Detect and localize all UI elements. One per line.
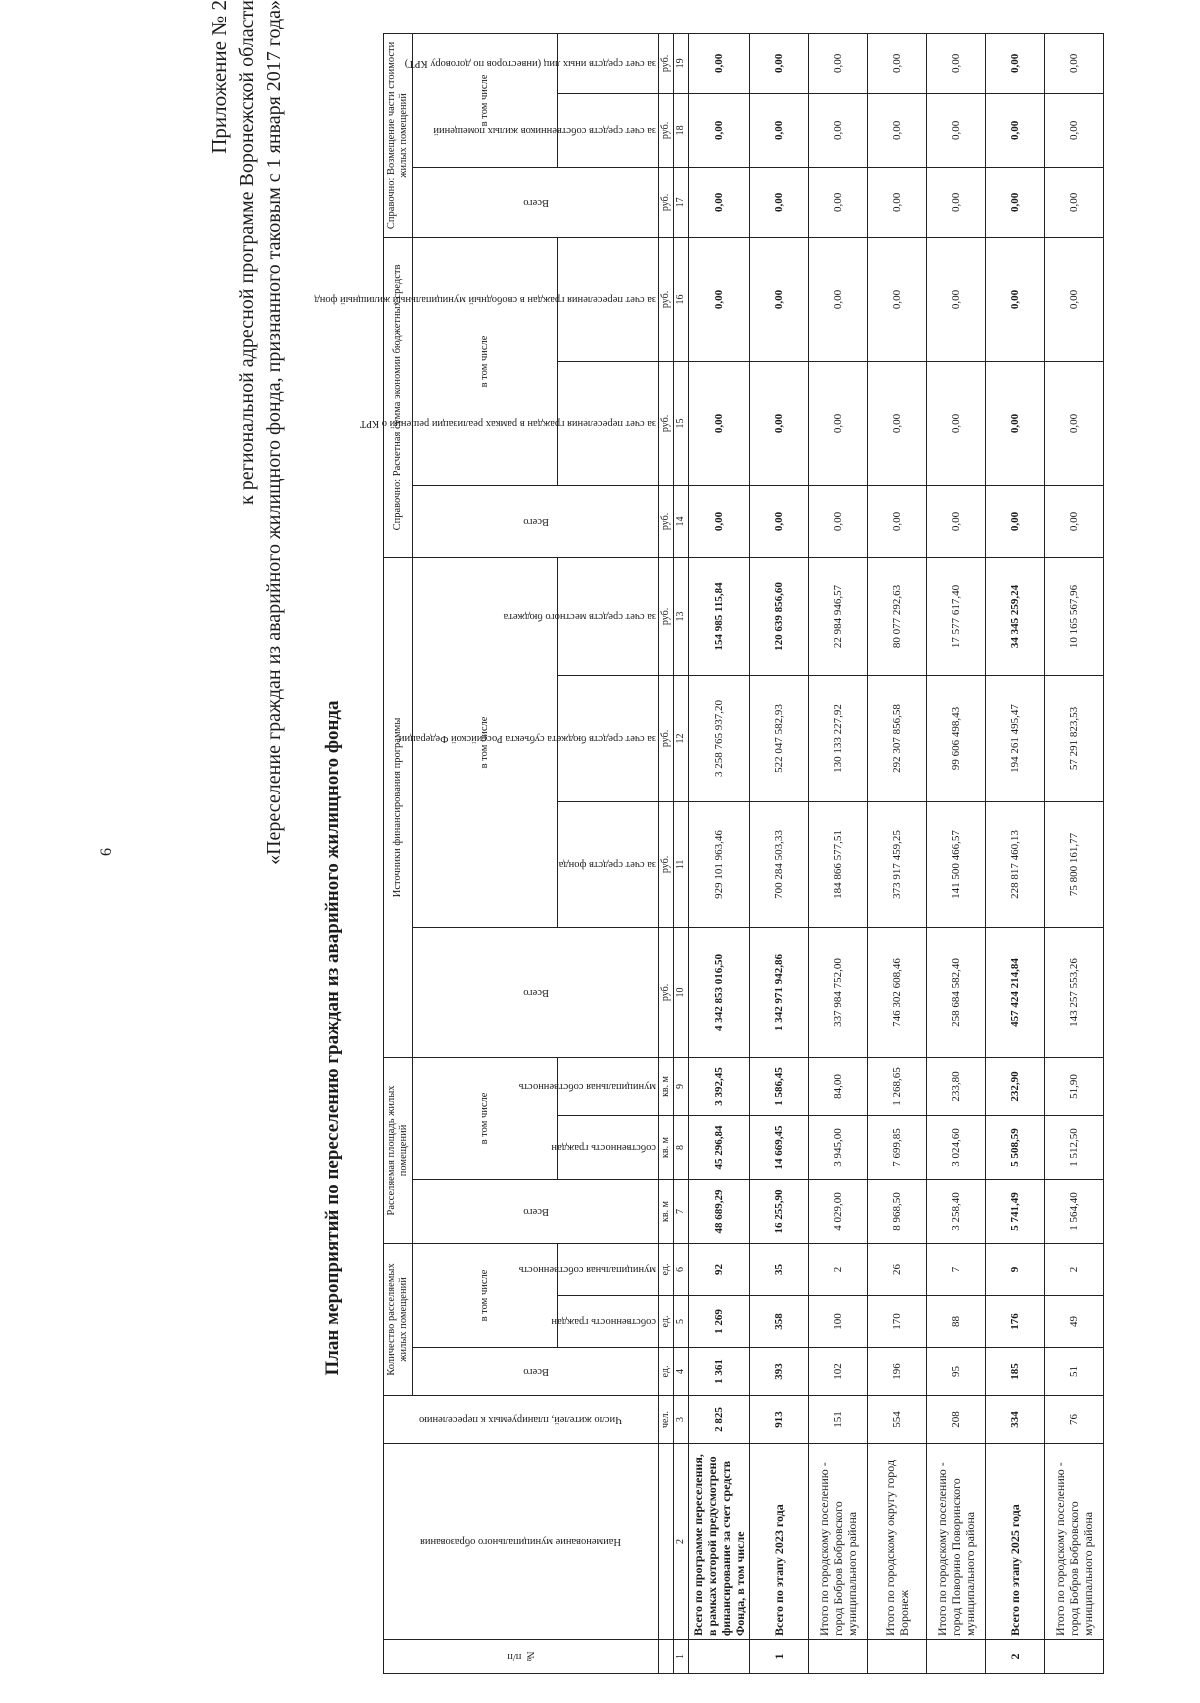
unit-cell: руб.	[659, 237, 674, 361]
column-number-cell: 16	[674, 237, 689, 361]
row-value-col-9: 51,90	[1045, 1057, 1104, 1115]
column-number-cell: 19	[674, 33, 689, 93]
row-value-col-10: 746 302 608,46	[868, 927, 927, 1057]
row-index: 1	[750, 1640, 809, 1674]
table-row	[809, 33, 868, 1673]
row-value-col-14: 0,00	[750, 485, 809, 557]
unit-cell: руб.	[659, 485, 674, 557]
row-value-col-4: 102	[809, 1348, 868, 1396]
row-value-col-16: 0,00	[986, 237, 1045, 361]
unit-cell: чел.	[659, 1396, 674, 1444]
row-value-col-11: 929 101 963,46	[689, 801, 750, 927]
row-value-col-10: 143 257 553,26	[1045, 927, 1104, 1057]
row-value-col-6: 26	[868, 1243, 927, 1295]
table-body	[689, 33, 1104, 1673]
row-value-col-8: 7 699,85	[868, 1115, 927, 1179]
col-header-fund: за счет средств фонда	[558, 801, 659, 927]
row-value-col-15: 0,00	[689, 361, 750, 485]
row-value-col-3: 151	[809, 1396, 868, 1444]
row-value-col-5: 358	[750, 1296, 809, 1348]
row-value-col-13: 120 639 856,60	[750, 557, 809, 675]
row-value-col-5: 49	[1045, 1296, 1104, 1348]
subheader-fin-incl: в том числе	[413, 557, 558, 927]
row-value-col-15: 0,00	[750, 361, 809, 485]
row-index	[689, 1640, 750, 1674]
col-header-municipality: Наименование муниципального образования	[384, 1444, 659, 1640]
column-number-cell: 14	[674, 485, 689, 557]
row-value-col-3: 208	[927, 1396, 986, 1444]
row-value-col-14: 0,00	[809, 485, 868, 557]
unit-cell: ед.	[659, 1296, 674, 1348]
row-value-col-8: 3 945,00	[809, 1115, 868, 1179]
row-municipality-name: Итого по городскому поселению - город Бобров Бобровского муниципального района	[1045, 1444, 1104, 1640]
row-value-col-6: 9	[986, 1243, 1045, 1295]
column-number-cell: 11	[674, 801, 689, 927]
row-value-col-10: 4 342 853 016,50	[689, 927, 750, 1057]
row-value-col-15: 0,00	[986, 361, 1045, 485]
row-value-col-3: 2 825	[689, 1396, 750, 1444]
row-value-col-11: 373 917 459,25	[868, 801, 927, 927]
row-value-col-15: 0,00	[927, 361, 986, 485]
row-index	[809, 1640, 868, 1674]
row-value-col-12: 522 047 582,93	[750, 675, 809, 801]
row-value-col-7: 5 741,49	[986, 1179, 1045, 1243]
row-value-col-4: 196	[868, 1348, 927, 1396]
row-value-col-17: 0,00	[868, 167, 927, 237]
column-number-cell: 1	[674, 1640, 689, 1674]
row-value-col-17: 0,00	[689, 167, 750, 237]
column-number-cell: 2	[674, 1444, 689, 1640]
row-value-col-9: 233,80	[927, 1057, 986, 1115]
row-value-col-12: 99 606 498,43	[927, 675, 986, 801]
row-value-col-6: 92	[689, 1243, 750, 1295]
row-value-col-3: 334	[986, 1396, 1045, 1444]
row-value-col-4: 95	[927, 1348, 986, 1396]
row-value-col-19: 0,00	[986, 33, 1045, 93]
row-value-col-11: 228 817 460,13	[986, 801, 1045, 927]
unit-cell: руб.	[659, 675, 674, 801]
row-value-col-14: 0,00	[1045, 485, 1104, 557]
unit-cell: кв. м	[659, 1115, 674, 1179]
table-row	[1045, 33, 1104, 1673]
row-value-col-6: 35	[750, 1243, 809, 1295]
subheader-econ-incl: в том числе	[413, 237, 558, 485]
col-header-count-municipal: муниципальная собственность	[558, 1243, 659, 1295]
group-header-financing: Источники финансирования программы	[384, 557, 413, 1057]
table-row	[986, 33, 1045, 1673]
row-value-col-7: 48 689,29	[689, 1179, 750, 1243]
unit-cell: руб.	[659, 927, 674, 1057]
row-value-col-16: 0,00	[689, 237, 750, 361]
group-header-area: Расселяемая площадь жилых помещений	[384, 1057, 413, 1243]
col-header-fin-total: Всего	[413, 927, 659, 1057]
row-value-col-17: 0,00	[927, 167, 986, 237]
row-value-col-12: 57 291 823,53	[1045, 675, 1104, 801]
row-municipality-name: Итого по городскому поселению - город Бобров Бобровского муниципального района	[809, 1444, 868, 1640]
col-header-econ-free-fund: за счет переселения граждан в свободный муниципальный жилищный фонд	[558, 237, 659, 361]
unit-cell: ед.	[659, 1243, 674, 1295]
row-value-col-5: 100	[809, 1296, 868, 1348]
row-value-col-15: 0,00	[868, 361, 927, 485]
row-value-col-14: 0,00	[986, 485, 1045, 557]
column-number-cell: 4	[674, 1348, 689, 1396]
row-value-col-13: 34 345 259,24	[986, 557, 1045, 675]
row-value-col-4: 393	[750, 1348, 809, 1396]
row-value-col-13: 10 165 567,96	[1045, 557, 1104, 675]
row-value-col-19: 0,00	[750, 33, 809, 93]
units-row	[659, 33, 674, 1673]
appendix-number: Приложение № 2	[207, 0, 231, 154]
appendix-program-name: «Переселение граждан из аварийного жилищного фонда, признанного таковым с 1 января 2017 года»	[263, 0, 285, 865]
subheader-count-incl: в том числе	[413, 1243, 558, 1347]
row-value-col-11: 75 800 161,77	[1045, 801, 1104, 927]
row-value-col-10: 258 684 582,40	[927, 927, 986, 1057]
row-index	[1045, 1640, 1104, 1674]
column-number-cell: 6	[674, 1243, 689, 1295]
unit-cell	[659, 1640, 674, 1674]
group-header-economy: Справочно: Расчетная сумма экономии бюджетных средств	[384, 237, 413, 557]
unit-cell: руб.	[659, 557, 674, 675]
row-value-col-7: 8 968,50	[868, 1179, 927, 1243]
row-value-col-7: 16 255,90	[750, 1179, 809, 1243]
row-value-col-14: 0,00	[868, 485, 927, 557]
row-value-col-9: 1 586,45	[750, 1057, 809, 1115]
row-value-col-13: 80 077 292,63	[868, 557, 927, 675]
unit-cell: руб.	[659, 801, 674, 927]
unit-cell: руб.	[659, 33, 674, 93]
col-header-comp-other: за счет средств иных лиц (инвесторов по договору КРТ)	[558, 33, 659, 93]
row-value-col-9: 84,00	[809, 1057, 868, 1115]
row-value-col-12: 3 258 765 937,20	[689, 675, 750, 801]
column-number-cell: 13	[674, 557, 689, 675]
row-value-col-7: 1 564,40	[1045, 1179, 1104, 1243]
row-value-col-16: 0,00	[750, 237, 809, 361]
column-number-cell: 3	[674, 1396, 689, 1444]
row-value-col-5: 1 269	[689, 1296, 750, 1348]
unit-cell	[659, 1444, 674, 1640]
row-value-col-8: 45 296,84	[689, 1115, 750, 1179]
row-value-col-19: 0,00	[809, 33, 868, 93]
unit-cell: кв. м	[659, 1179, 674, 1243]
row-value-col-4: 1 361	[689, 1348, 750, 1396]
row-value-col-18: 0,00	[689, 93, 750, 167]
row-value-col-16: 0,00	[868, 237, 927, 361]
subheader-area-incl: в том числе	[413, 1057, 558, 1179]
column-number-cell: 7	[674, 1179, 689, 1243]
col-header-area-municipal: муниципальная собственность	[558, 1057, 659, 1115]
col-header-subject-budget: за счет средств бюджета субъекта Российской Федерации	[558, 675, 659, 801]
table-row	[868, 33, 927, 1673]
row-value-col-8: 1 512,50	[1045, 1115, 1104, 1179]
row-value-col-19: 0,00	[1045, 33, 1104, 93]
row-municipality-name: Итого по городскому поселению - город Поворино Поворинского муниципального района	[927, 1444, 986, 1640]
row-value-col-11: 700 284 503,33	[750, 801, 809, 927]
row-value-col-18: 0,00	[1045, 93, 1104, 167]
row-value-col-9: 1 268,65	[868, 1057, 927, 1115]
col-header-area-total: Всего	[413, 1179, 659, 1243]
page-number: 6	[98, 848, 115, 856]
row-municipality-name: Итого по городскому округу город Воронеж	[868, 1444, 927, 1640]
column-number-cell: 15	[674, 361, 689, 485]
row-value-col-8: 3 024,60	[927, 1115, 986, 1179]
row-value-col-6: 2	[809, 1243, 868, 1295]
row-value-col-12: 292 307 856,58	[868, 675, 927, 801]
row-value-col-12: 194 261 495,47	[986, 675, 1045, 801]
row-value-col-12: 130 133 227,92	[809, 675, 868, 801]
row-value-col-4: 51	[1045, 1348, 1104, 1396]
row-municipality-name: Всего по этапу 2023 года	[750, 1444, 809, 1640]
unit-cell: руб.	[659, 361, 674, 485]
row-value-col-18: 0,00	[750, 93, 809, 167]
column-number-cell: 10	[674, 927, 689, 1057]
column-number-cell: 12	[674, 675, 689, 801]
appendix-program: к региональной адресной программе Воронежской области	[236, 0, 258, 505]
col-header-count-total: Всего	[413, 1348, 659, 1396]
column-number-cell: 18	[674, 93, 689, 167]
row-value-col-13: 154 985 115,84	[689, 557, 750, 675]
row-value-col-7: 4 029,00	[809, 1179, 868, 1243]
row-value-col-15: 0,00	[1045, 361, 1104, 485]
column-number-cell: 5	[674, 1296, 689, 1348]
unit-cell: кв. м	[659, 1057, 674, 1115]
row-value-col-16: 0,00	[1045, 237, 1104, 361]
row-value-col-19: 0,00	[927, 33, 986, 93]
row-value-col-17: 0,00	[1045, 167, 1104, 237]
row-value-col-17: 0,00	[809, 167, 868, 237]
row-index	[927, 1640, 986, 1674]
row-value-col-5: 170	[868, 1296, 927, 1348]
row-value-col-5: 176	[986, 1296, 1045, 1348]
col-header-count-citizens: собственность граждан	[558, 1296, 659, 1348]
subheader-comp-incl: в том числе	[413, 33, 558, 167]
row-value-col-5: 88	[927, 1296, 986, 1348]
row-municipality-name: Всего по программе переселения, в рамках которой предусмотрено финансирование за счет средств Фонда, в том числе	[689, 1444, 750, 1640]
col-header-comp-total: Всего	[413, 167, 659, 237]
plan-title: План мероприятий по переселению граждан из аварийного жилищного фонда	[322, 700, 343, 1376]
row-value-col-13: 17 577 617,40	[927, 557, 986, 675]
column-numbers-row	[674, 33, 689, 1673]
column-number-cell: 17	[674, 167, 689, 237]
row-value-col-19: 0,00	[689, 33, 750, 93]
row-municipality-name: Всего по этапу 2025 года	[986, 1444, 1045, 1640]
col-header-area-citizens: собственность граждан	[558, 1115, 659, 1179]
row-value-col-10: 457 424 214,84	[986, 927, 1045, 1057]
row-value-col-18: 0,00	[927, 93, 986, 167]
row-value-col-8: 5 508,59	[986, 1115, 1045, 1179]
row-value-col-17: 0,00	[750, 167, 809, 237]
row-value-col-19: 0,00	[868, 33, 927, 93]
col-header-comp-owners: за счет средств собственников жилых помещений	[558, 93, 659, 167]
table-row	[750, 33, 809, 1673]
row-index	[868, 1640, 927, 1674]
col-header-residents: Число жителей, планируемых к переселению	[384, 1396, 659, 1444]
row-value-col-18: 0,00	[986, 93, 1045, 167]
row-value-col-6: 7	[927, 1243, 986, 1295]
row-value-col-3: 913	[750, 1396, 809, 1444]
column-number-cell: 9	[674, 1057, 689, 1115]
row-value-col-8: 14 669,45	[750, 1115, 809, 1179]
row-value-col-3: 76	[1045, 1396, 1104, 1444]
col-header-index: № п/п	[384, 1640, 659, 1674]
table-row	[689, 33, 750, 1673]
row-value-col-17: 0,00	[986, 167, 1045, 237]
row-value-col-10: 1 342 971 942,86	[750, 927, 809, 1057]
column-number-cell: 8	[674, 1115, 689, 1179]
group-header-count: Количество расселяемых жилых помещений	[384, 1243, 413, 1395]
row-value-col-13: 22 984 946,57	[809, 557, 868, 675]
row-value-col-10: 337 984 752,00	[809, 927, 868, 1057]
row-value-col-11: 141 500 466,57	[927, 801, 986, 927]
row-value-col-18: 0,00	[868, 93, 927, 167]
unit-cell: руб.	[659, 93, 674, 167]
row-value-col-7: 3 258,40	[927, 1179, 986, 1243]
row-value-col-6: 2	[1045, 1243, 1104, 1295]
row-value-col-18: 0,00	[809, 93, 868, 167]
row-value-col-3: 554	[868, 1396, 927, 1444]
col-header-econ-total: Всего	[413, 485, 659, 557]
unit-cell: ед.	[659, 1348, 674, 1396]
row-value-col-15: 0,00	[809, 361, 868, 485]
row-value-col-14: 0,00	[689, 485, 750, 557]
unit-cell: руб.	[659, 167, 674, 237]
group-header-compensation: Справочно: Возмещение части стоимости жилых помещений	[384, 33, 413, 237]
row-value-col-4: 185	[986, 1348, 1045, 1396]
col-header-local-budget: за счет средств местного бюджета	[558, 557, 659, 675]
row-value-col-14: 0,00	[927, 485, 986, 557]
col-header-econ-krt: за счет переселения граждан в рамках реализации решений о КРТ	[558, 361, 659, 485]
row-value-col-9: 3 392,45	[689, 1057, 750, 1115]
table-row	[927, 33, 986, 1673]
row-index: 2	[986, 1640, 1045, 1674]
row-value-col-16: 0,00	[927, 237, 986, 361]
row-value-col-16: 0,00	[809, 237, 868, 361]
row-value-col-9: 232,90	[986, 1057, 1045, 1115]
row-value-col-11: 184 866 577,51	[809, 801, 868, 927]
